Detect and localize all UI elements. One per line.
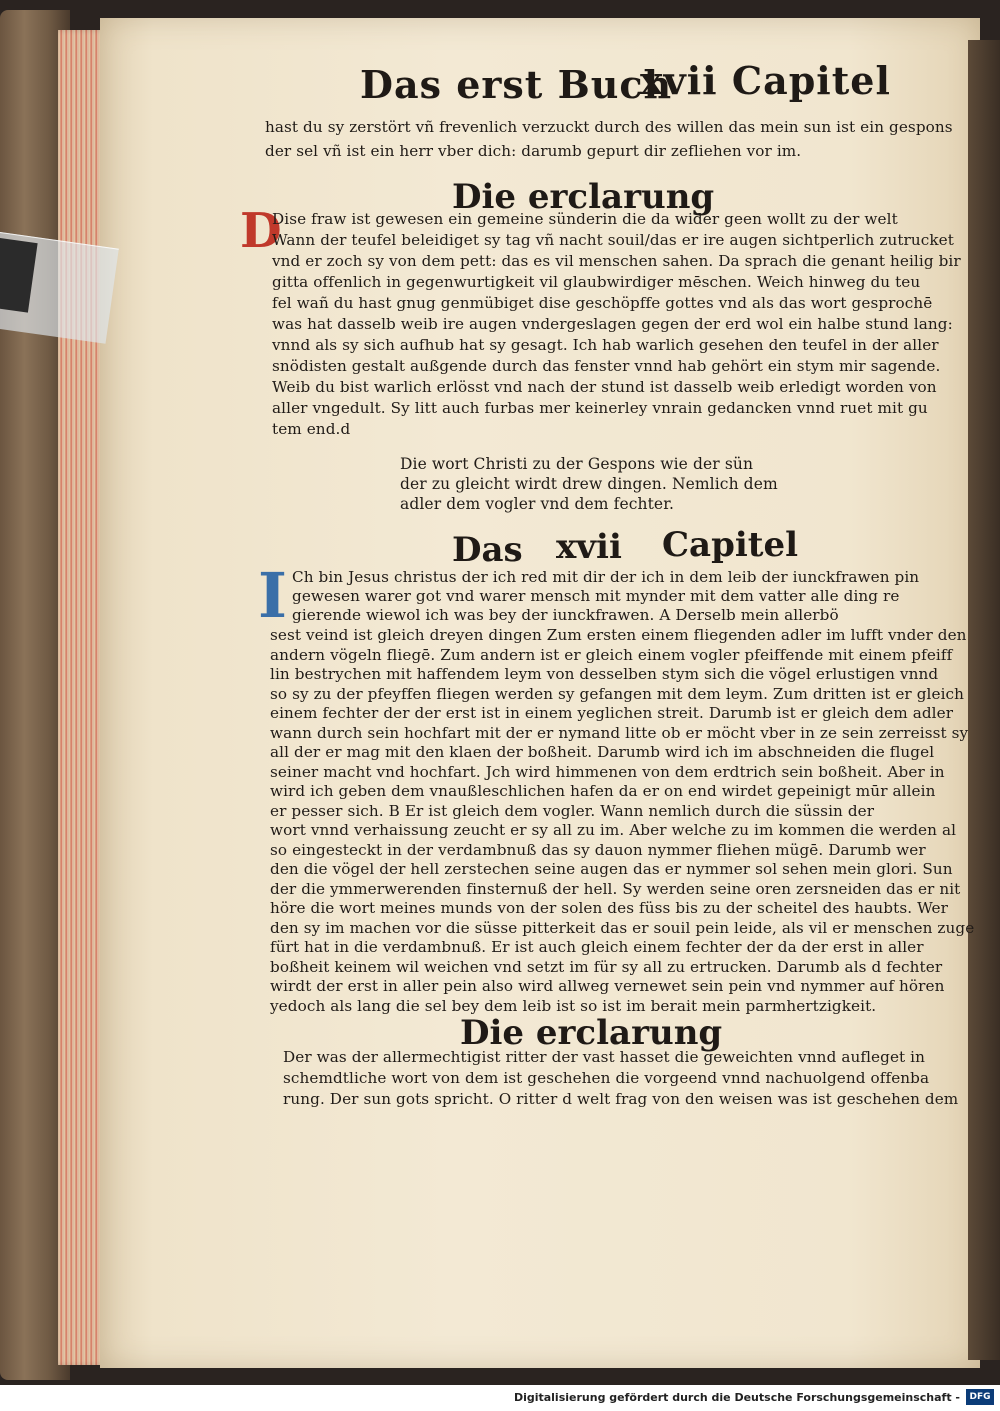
- text-line: Dise fraw ist gewesen ein gemeine sünderin die da wider geen wollt zu der welt: [272, 210, 898, 228]
- text-line: seiner macht vnd hochfart. Jch wird himmenen von dem erdtrich sein boßheit. Aber in: [270, 762, 945, 781]
- text-line: den sy im machen vor die süsse pitterkeit das er souil pein leide, als vil er menschen zuge: [270, 918, 975, 937]
- dfg-logo: DFG: [966, 1389, 994, 1405]
- text-line: höre die wort meines munds von der solen des füss bis zu der scheitel des haubts. Wer: [270, 899, 949, 917]
- text-line: gewesen warer got vnd warer mensch mit mynder mit dem vatter alle ding re: [292, 587, 900, 605]
- chapter-heading-right: Capitel: [662, 525, 799, 565]
- text-line: all der er mag mit den klaen der boßheit. Darumb wird ich im abschneiden die flugel: [270, 743, 935, 761]
- text-line: gitta offenlich in gegenwurtigkeit vil glaubwirdiger mēschen. Weich hinweg du teu: [272, 273, 921, 291]
- text-line: Wann der teufel beleidiget sy tag vñ nacht souil/das er ire augen sichtperlich zutrucket: [272, 231, 954, 249]
- text-line: schemdtliche wort von dem ist geschehen die vorgeend vnnd nachuolgend offenba: [283, 1069, 930, 1087]
- text-line: lin bestrychen mit haffendem leym von desselben stym sich die vögel erlustigen vnnd: [270, 665, 939, 683]
- text-line: Ch bin Jesus christus der ich red mit dir der ich in dem leib der iunckfrawen pin: [292, 568, 920, 586]
- rubricated-initial-i: I: [258, 559, 288, 632]
- text-line: Die wort Christi zu der Gespons wie der sün: [400, 455, 754, 473]
- text-line: boßheit keinem wil weichen vnd setzt im für sy all zu ertrucken. Darumb als d fechter: [270, 957, 943, 976]
- section-heading: Die erclarung: [452, 177, 715, 217]
- footer-bar: [0, 1385, 1000, 1411]
- text-line: so eingesteckt in der verdambnuß das sy dauon nymmer fliehen mügē. Darumb wer: [270, 840, 926, 859]
- text-line: der sel vñ ist ein herr vber dich: darumb gepurt dir zefliehen vor im.: [265, 142, 802, 160]
- running-head-right: xvii Capitel: [640, 58, 891, 103]
- text-line: wort vnnd verhaissung zeucht er sy all zu im. Aber welche zu im kommen die werden al: [270, 821, 957, 839]
- text-line: den die vögel der hell zerstechen seine augen das er nymmer sol sehen mein glori. Sun: [270, 860, 953, 878]
- running-head-left: Das erst Buch: [360, 62, 673, 107]
- text-line: Der was der allermechtigist ritter der vast hasset die geweichten vnnd aufleget in: [283, 1048, 925, 1066]
- funding-credit: Digitalisierung gefördert durch die Deutsche Forschungsgemeinschaft -: [513, 1391, 960, 1404]
- text-line: aller vngedult. Sy litt auch furbas mer keinerley vnrain gedancken vnnd ruet mit gu: [272, 399, 928, 417]
- text-line: der die ymmerwerenden finsternuß der hell. Sy werden seine oren zersneiden das er nit: [270, 879, 961, 898]
- text-line: rung. Der sun gots spricht. O ritter d welt frag von den weisen was ist geschehen dem: [283, 1090, 959, 1108]
- text-line: er pesser sich. B Er ist gleich dem vogler. Wann nemlich durch die süssin der: [270, 801, 875, 820]
- text-line: tem end.d: [272, 420, 351, 438]
- chapter-heading-left: Das: [452, 530, 523, 570]
- text-line: fürt hat in die verdambnuß. Er ist auch gleich einem fechter der da der erst in aller: [270, 938, 924, 956]
- text-line: vnnd als sy sich aufhub hat sy gesagt. Ich hab warlich gesehen den teufel in der aller: [272, 336, 939, 354]
- right-book-cover: [968, 40, 1000, 1360]
- text-line: gierende wiewol ich was bey der iunckfrawen. A Derselb mein allerbö: [292, 606, 839, 624]
- text-line: snödisten gestalt außgende durch das fenster vnnd hab gehört ein stym mir sagende.: [272, 357, 941, 375]
- text-line: Weib du bist warlich erlösst vnd nach der stund ist dasselb weib erledigt worden von: [272, 378, 937, 396]
- text-line: was hat dasselb weib ire augen vndergeslagen gegen der erd wol ein halbe stund lang:: [272, 315, 953, 333]
- text-line: der zu gleicht wirdt drew dingen. Nemlich dem: [400, 475, 778, 493]
- text-line: so sy zu der pfeyffen fliegen werden sy gefangen mit dem leym. Zum dritten ist er gleich: [270, 684, 965, 703]
- section-heading: Die erclarung: [460, 1013, 723, 1053]
- rubricated-initial-d: D: [240, 203, 282, 259]
- text-line: wirdt der erst in aller pein also wird allweg vernewet sein pein vnd nymmer auf hören: [270, 977, 945, 995]
- text-line: fel wañ du hast gnug genmübiget dise geschöpffe gottes vnd als das wort gesprochē: [272, 294, 933, 312]
- text-line: vnd er zoch sy von dem pett: das es vil menschen sahen. Da sprach die genant heilig bir: [272, 252, 961, 270]
- text-line: adler dem vogler vnd dem fechter.: [400, 495, 675, 513]
- text-line: yedoch als lang die sel bey dem leib ist so ist im berait mein parmhertzigkeit.: [270, 996, 877, 1015]
- text-line: einem fechter der der erst ist in einem yeglichen streit. Darumb ist er gleich dem adler: [270, 704, 954, 722]
- text-line: sest veind ist gleich dreyen dingen Zum ersten einem fliegenden adler im lufft vnder den: [270, 626, 967, 644]
- text-line: andern vögeln fliegē. Zum andern ist er gleich einem vogler pfeiffende mit einem pfeiff: [270, 645, 953, 664]
- text-line: hast du sy zerstört vñ frevenlich verzuckt durch des willen das mein sun ist ein gespons: [265, 118, 953, 136]
- text-line: wann durch sein hochfart mit der er nymand litte ob er möcht vber in ze sein zerreisst sy: [270, 723, 969, 742]
- text-line: wird ich geben dem vnaußleschlichen hafen da er on end wirdet gepeinigt mūr allein: [270, 782, 936, 800]
- chapter-heading-number: xvii: [556, 527, 622, 567]
